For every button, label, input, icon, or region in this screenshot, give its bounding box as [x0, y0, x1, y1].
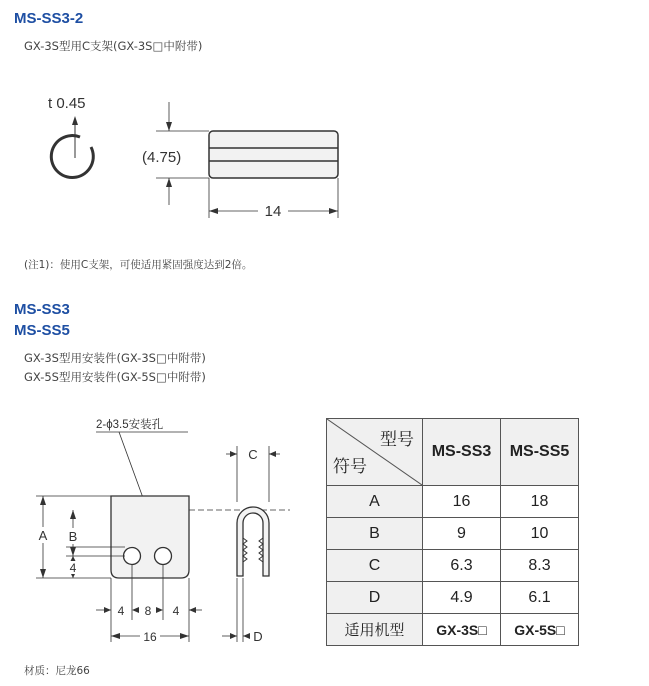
table-cell: 9	[423, 518, 501, 550]
table-corner-cell	[327, 419, 423, 486]
corner-model-label: 型号	[380, 430, 414, 449]
bracket-side-view	[237, 507, 269, 576]
table-row	[327, 518, 579, 550]
table-cell: GX-3S□	[423, 614, 501, 646]
material-note: 材质：尼龙66	[24, 665, 90, 677]
length-label: 14	[264, 203, 282, 220]
column-header: MS-SS3	[423, 419, 501, 486]
table-cell: 4.9	[423, 582, 501, 614]
thickness-label: t 0.45	[48, 95, 86, 112]
table-row	[327, 614, 579, 646]
row-label: B	[327, 518, 423, 550]
height-label: (4.75)	[142, 149, 182, 166]
dim-C: C	[248, 447, 258, 462]
table-cell: 16	[423, 486, 501, 518]
spec-table	[326, 418, 579, 646]
table-row	[327, 550, 579, 582]
section1-subtitle: GX-3S型用C支架(GX-3S□中附带)	[24, 39, 203, 53]
dim-16: 16	[143, 630, 157, 644]
dim-B: B	[68, 529, 78, 544]
hole-label: 2-ϕ3.5安装孔	[96, 419, 164, 431]
table-row	[327, 582, 579, 614]
dim-D: D	[253, 629, 263, 644]
mounting-bracket-diagram	[0, 410, 320, 655]
section1-title: MS-SS3-2	[14, 10, 84, 27]
dim-4-a: 4	[117, 604, 125, 618]
row-label: D	[327, 582, 423, 614]
section1-note: (注1)：使用C支架，可使适用紧固强度达到2倍。	[24, 259, 253, 271]
column-header: MS-SS5	[501, 419, 579, 486]
table-cell: 10	[501, 518, 579, 550]
table-cell: 18	[501, 486, 579, 518]
dim-A: A	[38, 528, 48, 543]
table-row	[327, 486, 579, 518]
section2-subtitle-1: GX-3S型用安装件(GX-3S□中附带)	[24, 351, 206, 365]
row-label: A	[327, 486, 423, 518]
c-ring	[51, 136, 93, 178]
bracket-body	[209, 131, 338, 178]
row-label: 适用机型	[327, 614, 423, 646]
table-cell: GX-5S□	[501, 614, 579, 646]
row-label: C	[327, 550, 423, 582]
corner-symbol-label: 符号	[333, 457, 367, 476]
dim-4-vertical: 4	[69, 561, 77, 575]
section2-title-ss5: MS-SS5	[14, 322, 70, 339]
table-header-row	[327, 419, 579, 486]
section2-title-ss3: MS-SS3	[14, 301, 70, 318]
table-cell: 6.1	[501, 582, 579, 614]
mount-hole-left	[124, 548, 141, 565]
bracket-front-plate	[111, 496, 189, 578]
section2-subtitle-2: GX-5S型用安装件(GX-5S□中附带)	[24, 370, 206, 384]
table-cell: 8.3	[501, 550, 579, 582]
c-bracket-diagram	[0, 80, 400, 230]
dim-8: 8	[144, 604, 152, 618]
dim-4-b: 4	[172, 604, 180, 618]
mount-hole-right	[155, 548, 172, 565]
table-cell: 6.3	[423, 550, 501, 582]
